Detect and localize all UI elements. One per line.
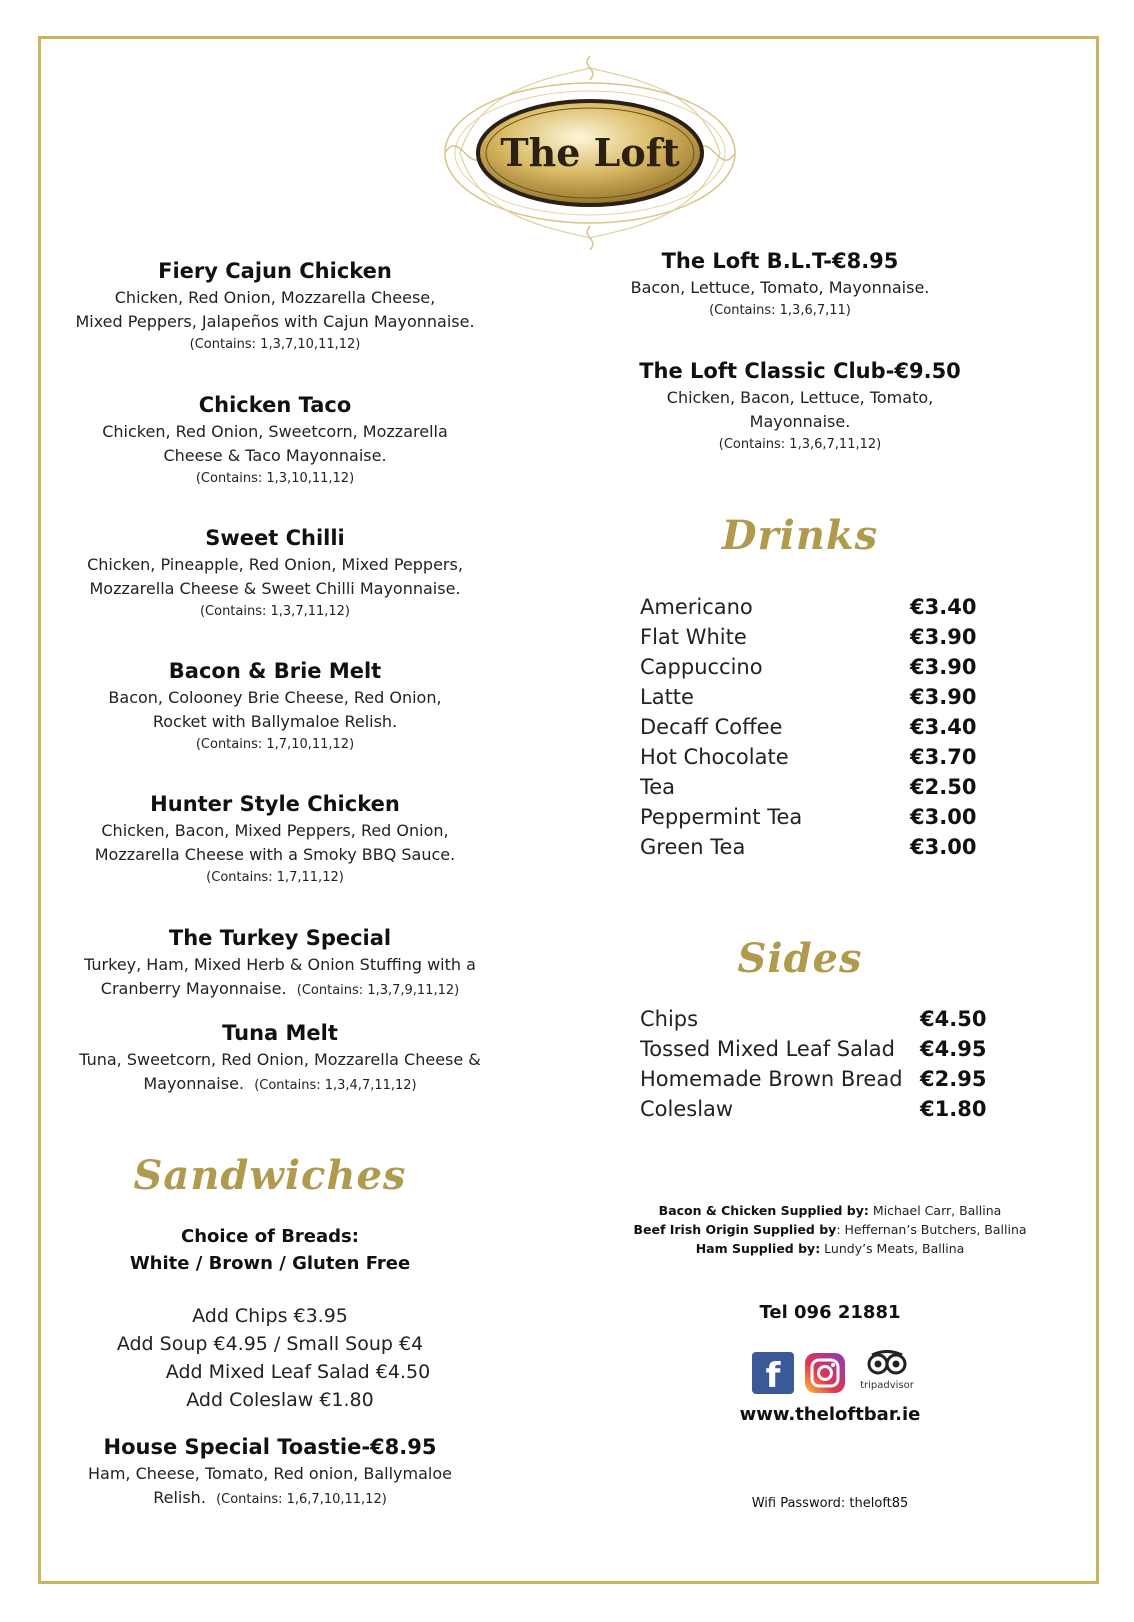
sides-heading: Sides bbox=[737, 935, 863, 982]
addon-soup: Add Soup €4.95 / Small Soup €4 bbox=[116, 1333, 424, 1355]
item-desc: Bacon, Colooney Brie Cheese, Red Onion, bbox=[108, 688, 442, 707]
item-desc: Relish. bbox=[153, 1488, 206, 1507]
drink-name: Peppermint Tea bbox=[640, 805, 803, 829]
supplier-line bbox=[610, 1239, 1050, 1258]
item-hunter-style-chicken bbox=[60, 789, 490, 889]
wifi-password: Wifi Password: theloft85 bbox=[751, 1496, 909, 1511]
drink-name: Decaff Coffee bbox=[640, 715, 783, 739]
drink-price: €2.50 bbox=[910, 775, 977, 799]
item-loft-classic-club bbox=[590, 356, 1010, 456]
item-desc: Bacon, Lettuce, Tomato, Mayonnaise. bbox=[630, 278, 930, 297]
item-title: Sweet Chilli bbox=[205, 526, 345, 550]
drink-row bbox=[640, 682, 980, 712]
drink-price: €3.90 bbox=[910, 685, 977, 709]
breads-options: White / Brown / Gluten Free bbox=[129, 1253, 411, 1274]
drink-name: Green Tea bbox=[640, 835, 746, 859]
drink-name: Flat White bbox=[640, 625, 747, 649]
drink-name: Americano bbox=[640, 595, 753, 619]
drink-name: Cappuccino bbox=[640, 655, 763, 679]
side-name: Coleslaw bbox=[640, 1097, 734, 1121]
item-title: Bacon & Brie Melt bbox=[168, 659, 382, 683]
supplier-value: : Heffernan’s Butchers, Ballina bbox=[836, 1222, 1027, 1237]
drink-price: €3.90 bbox=[910, 655, 977, 679]
supplier-label: Beef Irish Origin Supplied by bbox=[633, 1222, 837, 1237]
side-row bbox=[640, 1034, 990, 1064]
telephone-number: Tel 096 21881 bbox=[759, 1302, 901, 1323]
drink-price: €3.70 bbox=[910, 745, 977, 769]
supplier-label: Ham Supplied by: bbox=[695, 1241, 821, 1256]
item-allergens: (Contains: 1,6,7,10,11,12) bbox=[216, 1492, 387, 1507]
item-sweet-chilli bbox=[60, 523, 490, 623]
item-bacon-brie-melt bbox=[60, 656, 490, 756]
side-row bbox=[640, 1094, 990, 1124]
drink-name: Tea bbox=[640, 775, 676, 799]
drink-row bbox=[640, 652, 980, 682]
supplier-value: Lundy’s Meats, Ballina bbox=[820, 1241, 965, 1256]
item-desc: Rocket with Ballymaloe Relish. bbox=[152, 712, 398, 731]
drink-price: €3.90 bbox=[910, 625, 977, 649]
telephone bbox=[660, 1302, 1000, 1323]
drink-row bbox=[640, 772, 980, 802]
item-title: The Loft Classic Club-€9.50 bbox=[639, 359, 961, 383]
item-desc-line bbox=[60, 977, 500, 1002]
drink-row bbox=[640, 742, 980, 772]
suppliers-block bbox=[610, 1201, 1050, 1258]
instagram-icon[interactable] bbox=[804, 1352, 846, 1394]
item-title: The Loft B.L.T-€8.95 bbox=[661, 249, 899, 273]
item-desc: Mozzarella Cheese with a Smoky BBQ Sauce. bbox=[94, 845, 456, 864]
item-allergens: (Contains: 1,3,6,7,11) bbox=[709, 303, 851, 318]
side-name: Homemade Brown Bread bbox=[640, 1067, 903, 1091]
item-allergens: (Contains: 1,3,7,11,12) bbox=[199, 604, 351, 619]
drinks-section bbox=[590, 512, 1010, 559]
the-loft-logo bbox=[440, 48, 740, 258]
website bbox=[660, 1404, 1000, 1425]
breads-label: Choice of Breads: bbox=[181, 1226, 359, 1247]
item-desc: Chicken, Bacon, Lettuce, Tomato, bbox=[666, 388, 934, 407]
breads-block bbox=[60, 1223, 480, 1277]
logo-text: The Loft bbox=[500, 130, 680, 175]
website-url[interactable]: www.theloftbar.ie bbox=[739, 1404, 921, 1425]
supplier-label: Bacon & Chicken Supplied by: bbox=[658, 1203, 869, 1218]
addon-coleslaw: Add Coleslaw €1.80 bbox=[186, 1389, 374, 1411]
drink-row bbox=[640, 712, 980, 742]
item-allergens: (Contains: 1,7,11,12) bbox=[206, 870, 344, 885]
drinks-heading: Drinks bbox=[721, 512, 879, 559]
item-allergens: (Contains: 1,3,10,11,12) bbox=[195, 471, 355, 486]
item-turkey-special bbox=[60, 923, 500, 1002]
supplier-line bbox=[610, 1201, 1050, 1220]
side-price: €4.95 bbox=[920, 1037, 987, 1061]
item-desc: Tuna, Sweetcorn, Red Onion, Mozzarella Cheese & bbox=[79, 1050, 481, 1069]
side-name: Chips bbox=[640, 1007, 699, 1031]
supplier-line bbox=[610, 1220, 1050, 1239]
supplier-value: Michael Carr, Ballina bbox=[868, 1203, 1002, 1218]
tripadvisor-icon bbox=[866, 1350, 908, 1376]
drink-row bbox=[640, 832, 980, 862]
sides-section bbox=[590, 935, 1010, 982]
item-desc-line bbox=[60, 1486, 480, 1511]
drink-row bbox=[640, 592, 980, 622]
item-title: Fiery Cajun Chicken bbox=[158, 259, 392, 283]
side-price: €4.50 bbox=[920, 1007, 987, 1031]
item-tuna-melt bbox=[60, 1018, 500, 1097]
sandwiches-heading: Sandwiches bbox=[133, 1152, 407, 1199]
drinks-list bbox=[640, 592, 980, 862]
item-house-special-toastie bbox=[60, 1432, 480, 1511]
tripadvisor-badge[interactable] bbox=[856, 1350, 918, 1396]
item-title: House Special Toastie-€8.95 bbox=[103, 1435, 437, 1459]
facebook-icon[interactable]: f bbox=[752, 1352, 794, 1394]
item-title: The Turkey Special bbox=[168, 926, 392, 950]
item-desc: Mayonnaise. bbox=[143, 1074, 245, 1093]
item-title: Tuna Melt bbox=[222, 1021, 338, 1045]
item-fiery-cajun-chicken bbox=[60, 256, 490, 356]
item-desc: Chicken, Pineapple, Red Onion, Mixed Peppers, bbox=[87, 555, 463, 574]
drink-price: €3.40 bbox=[910, 595, 977, 619]
item-allergens: (Contains: 1,3,7,9,11,12) bbox=[296, 983, 460, 998]
item-allergens: (Contains: 1,3,6,7,11,12) bbox=[718, 437, 882, 452]
wifi bbox=[660, 1496, 1000, 1511]
addon-chips: Add Chips €3.95 bbox=[192, 1305, 348, 1327]
tripadvisor-label: tripadvisor bbox=[860, 1380, 914, 1391]
side-name: Tossed Mixed Leaf Salad bbox=[640, 1037, 895, 1061]
sandwiches-section bbox=[60, 1152, 480, 1199]
side-row bbox=[640, 1004, 990, 1034]
item-desc-line bbox=[60, 1072, 500, 1097]
item-desc: Cheese & Taco Mayonnaise. bbox=[163, 446, 387, 465]
social-icons bbox=[752, 1350, 922, 1398]
item-desc: Chicken, Bacon, Mixed Peppers, Red Onion, bbox=[101, 821, 449, 840]
addons-block bbox=[60, 1302, 480, 1414]
item-desc: Chicken, Red Onion, Sweetcorn, Mozzarella bbox=[102, 422, 448, 441]
drink-name: Hot Chocolate bbox=[640, 745, 789, 769]
side-price: €2.95 bbox=[920, 1067, 987, 1091]
addon-salad: Add Mixed Leaf Salad €4.50 bbox=[165, 1361, 431, 1383]
drink-name: Latte bbox=[640, 685, 694, 709]
item-allergens: (Contains: 1,3,7,10,11,12) bbox=[189, 337, 361, 352]
drink-row bbox=[640, 802, 980, 832]
item-desc: Turkey, Ham, Mixed Herb & Onion Stuffing with a bbox=[84, 955, 476, 974]
item-desc: Ham, Cheese, Tomato, Red onion, Ballymaloe bbox=[88, 1464, 452, 1483]
item-desc: Mayonnaise. bbox=[749, 412, 851, 431]
item-chicken-taco bbox=[60, 390, 490, 490]
item-title: Chicken Taco bbox=[198, 393, 352, 417]
drink-row bbox=[640, 622, 980, 652]
side-price: €1.80 bbox=[920, 1097, 987, 1121]
item-desc: Mozzarella Cheese & Sweet Chilli Mayonnaise. bbox=[89, 579, 461, 598]
item-title: Hunter Style Chicken bbox=[150, 792, 400, 816]
item-desc: Chicken, Red Onion, Mozzarella Cheese, bbox=[114, 288, 436, 307]
item-desc: Cranberry Mayonnaise. bbox=[100, 979, 287, 998]
drink-price: €3.00 bbox=[910, 805, 977, 829]
drink-price: €3.40 bbox=[910, 715, 977, 739]
drink-price: €3.00 bbox=[910, 835, 977, 859]
sides-list bbox=[640, 1004, 990, 1124]
side-row bbox=[640, 1064, 990, 1094]
item-allergens: (Contains: 1,3,4,7,11,12) bbox=[254, 1078, 417, 1093]
item-loft-blt bbox=[590, 246, 970, 322]
item-desc: Mixed Peppers, Jalapeños with Cajun Mayonnaise. bbox=[75, 312, 475, 331]
item-allergens: (Contains: 1,7,10,11,12) bbox=[195, 737, 355, 752]
